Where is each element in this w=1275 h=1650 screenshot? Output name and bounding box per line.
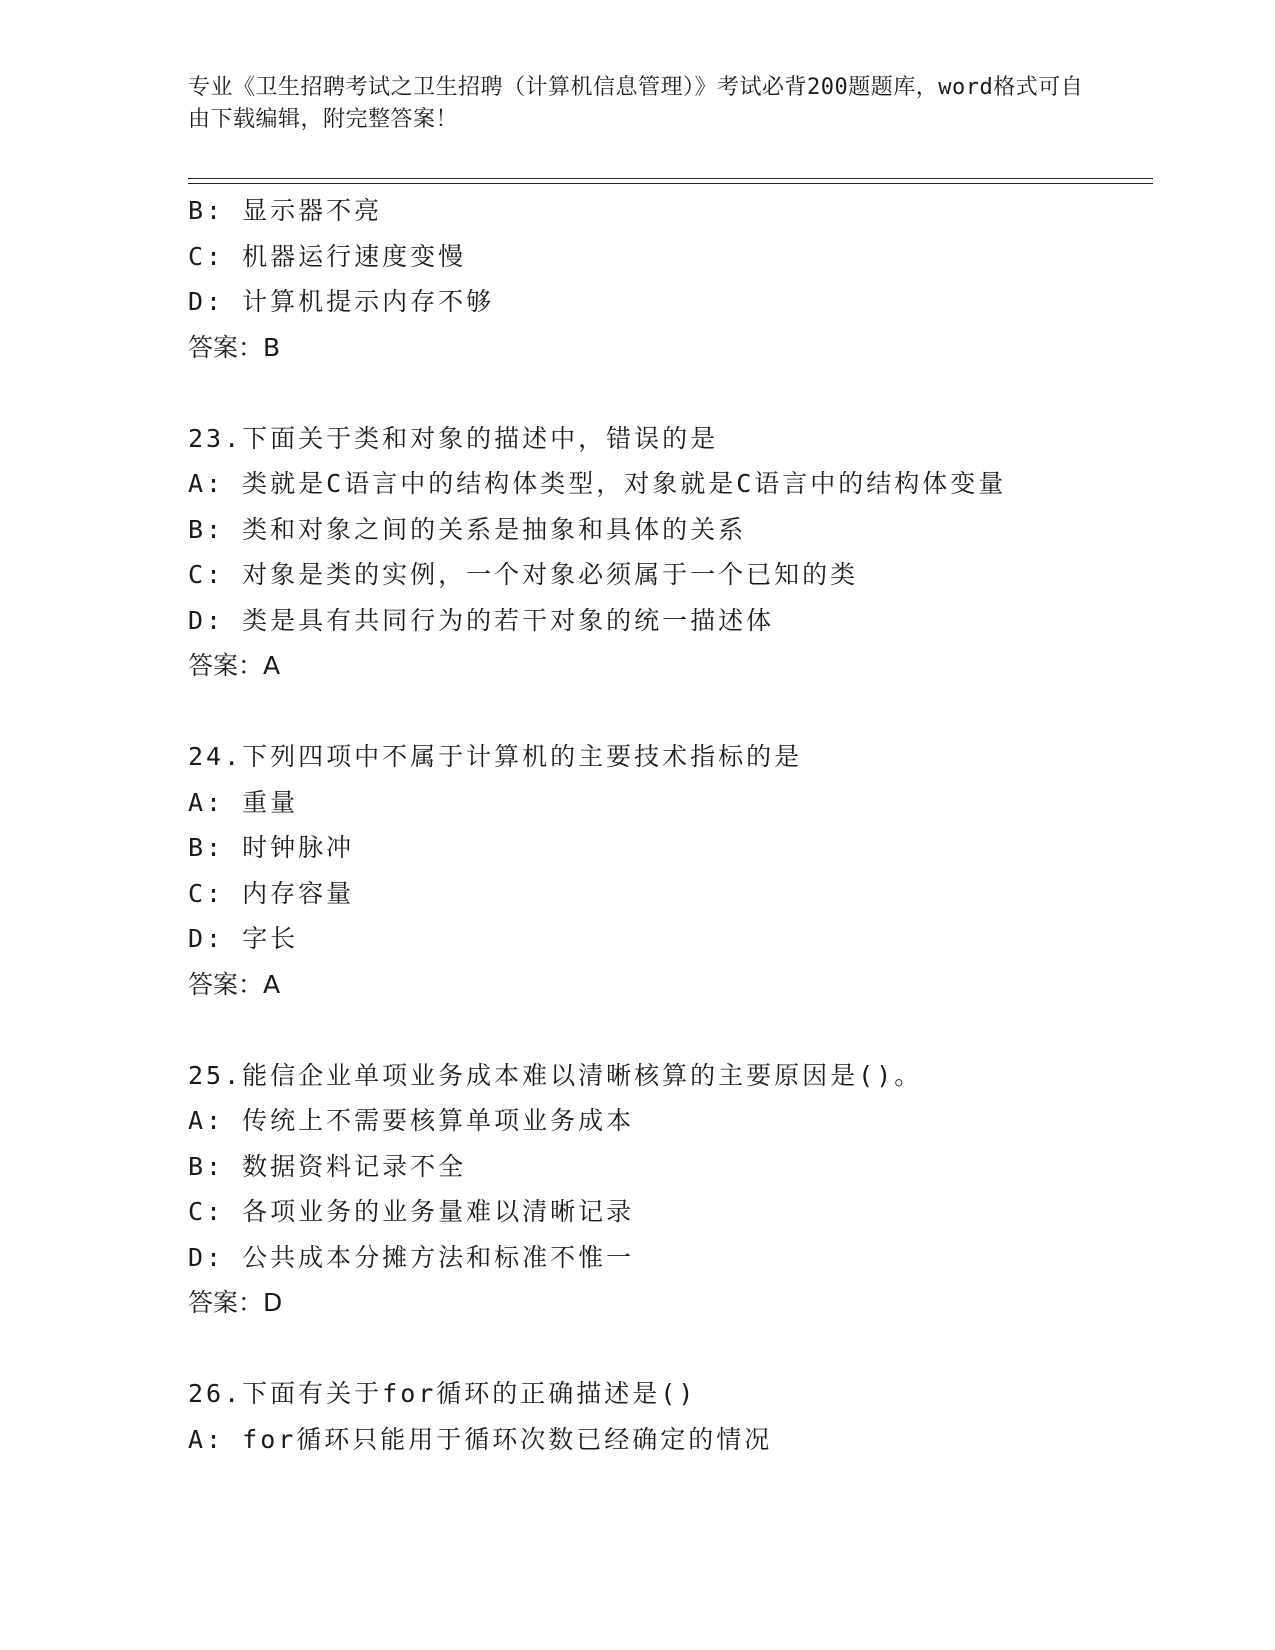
option-line: D: 公共成本分摊方法和标准不惟一 <box>188 1242 635 1272</box>
option-line: B: 显示器不亮 <box>188 196 383 225</box>
question-line: 24.下列四项中不属于计算机的主要技术指标的是 <box>188 742 803 771</box>
option-line: B: 时钟脉冲 <box>188 833 355 862</box>
question-line: 23.下面关于类和对象的描述中，错误的是 <box>188 423 719 453</box>
option-line: C: 各项业务的业务量难以清晰记录 <box>188 1197 635 1226</box>
option-line: A: for循环只能用于循环次数已经确定的情况 <box>188 1424 773 1454</box>
option-line: C: 对象是类的实例，一个对象必须属于一个已知的类 <box>188 560 859 589</box>
spacer <box>188 1007 1153 1053</box>
option-line: A: 重量 <box>188 787 299 817</box>
header-divider-top <box>188 178 1153 179</box>
answer-line: 答案：D <box>188 1288 283 1317</box>
option-line: C: 内存容量 <box>188 878 355 908</box>
option-line: D: 计算机提示内存不够 <box>188 287 495 316</box>
document-header: 专业《卫生招聘考试之卫生招聘（计算机信息管理）》考试必背200题题库，word格式可自由下载编辑，附完整答案！ <box>188 75 1084 132</box>
question-line: 26.下面有关于for循环的正确描述是() <box>188 1379 697 1408</box>
option-line: B: 数据资料记录不全 <box>188 1151 467 1181</box>
answer-line: 答案：A <box>188 969 281 999</box>
option-line: A: 类就是C语言中的结构体类型，对象就是C语言中的结构体变量 <box>188 469 1007 498</box>
header-divider-bottom <box>188 183 1153 184</box>
option-line: B: 类和对象之间的关系是抽象和具体的关系 <box>188 514 747 544</box>
answer-line: 答案：A <box>188 651 281 680</box>
question-list <box>188 188 1153 1462</box>
option-line: D: 字长 <box>188 924 299 953</box>
spacer <box>188 370 1153 416</box>
spacer <box>188 689 1153 735</box>
option-line: D: 类是具有共同行为的若干对象的统一描述体 <box>188 605 775 635</box>
answer-line: 答案：B <box>188 332 281 362</box>
spacer <box>188 1326 1153 1372</box>
question-line: 25.能信企业单项业务成本难以清晰核算的主要原因是()。 <box>188 1060 923 1090</box>
option-line: A: 传统上不需要核算单项业务成本 <box>188 1106 635 1135</box>
option-line: C: 机器运行速度变慢 <box>188 241 467 271</box>
